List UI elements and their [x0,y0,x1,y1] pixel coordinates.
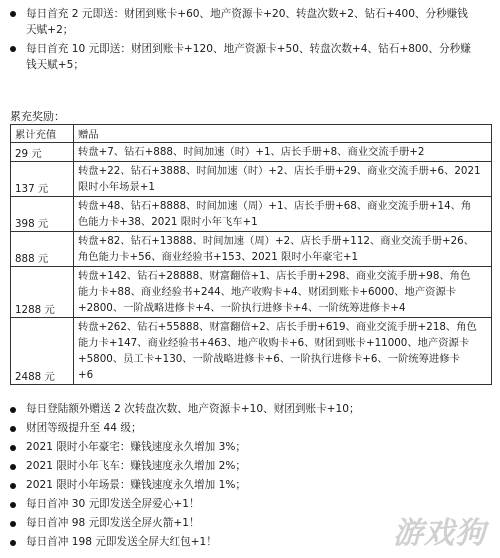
table-row [11,232,492,267]
site-watermark-logo: 游戏狗 [393,516,486,551]
bullet-dot-icon [10,426,16,432]
gifts-cell: 转盘+262、钻石+55888、财富翻倍+2、店长手册+619、商业交流手册+218、角色 能力卡+147、商业经验书+463、地产收购卡+6、财团到账卡+11000、地产资源卡 +5800、员工卡+130、一阶战略进修卡+6、一阶执行进修卡+6、一阶统筹进修卡 +6 [74,318,492,385]
gifts-cell: 转盘+7、钻石+888、时间加速（时）+1、店长手册+8、商业交流手册+2 [74,143,492,162]
bullet-dot-icon [10,407,16,413]
table-row [11,267,492,318]
gifts-cell: 转盘+142、钻石+28888、财富翻倍+1、店长手册+298、商业交流手册+98、角色 能力卡+88、商业经验书+244、地产收购卡+4、财团到账卡+6000、地产资源卡 +2800、一阶战略进修卡+4、一阶执行进修卡+4、一阶统筹进修卡+4 [74,267,492,318]
bullet-dot-icon [10,502,16,508]
amount-cell: 29 元 [11,143,74,162]
bullet-item: 每日首充 10 元即送：财团到账卡+120、地产资源卡+50、转盘次数+4、钻石+800、分秒赚 钱天赋+5； [8,41,492,73]
gifts-cell: 转盘+82、钻石+13888、时间加速（周）+2、店长手册+112、商业交流手册+26、 角色能力卡+56、商业经验书+153、2021 限时小年豪宅+1 [74,232,492,267]
bullet-dot-icon [10,11,16,17]
table-row [11,143,492,162]
header-amount: 累计充值 [11,125,74,143]
table-row [11,162,492,197]
table-header-row [11,125,492,143]
amount-cell: 888 元 [11,232,74,267]
bullet-dot-icon [10,445,16,451]
bullet-dot-icon [10,483,16,489]
bullet-item: 财团等级提升至 44 级； [8,421,492,436]
table-row [11,197,492,232]
header-gifts: 赠品 [74,125,492,143]
bullet-dot-icon [10,540,16,546]
top-bullet-list [8,6,492,76]
gifts-cell: 转盘+48、钻石+8888、时间加速（周）+1、店长手册+68、商业交流手册+14、角 色能力卡+38、2021 限时小年飞车+1 [74,197,492,232]
bullet-dot-icon [10,464,16,470]
gifts-cell: 转盘+22、钻石+3888、时间加速（时）+2、店长手册+29、商业交流手册+6、2021 限时小年场景+1 [74,162,492,197]
bullet-item: 2021 限时小年场景：赚钱速度永久增加 1%； [8,478,492,493]
bullet-dot-icon [10,521,16,527]
bullet-item: 每日登陆额外赠送 2 次转盘次数、地产资源卡+10、财团到账卡+10； [8,402,492,417]
bullet-dot-icon [10,46,16,52]
amount-cell: 2488 元 [11,318,74,385]
bullet-item: 每日首冲 198 元即发送全屏大红包+1！ [8,535,492,550]
section-title: 累充奖励： [10,110,65,123]
table-row [11,318,492,385]
bullet-item: 每日首冲 98 元即发送全屏火箭+1！ [8,516,492,531]
bullet-item: 每日首冲 30 元即发送全屏爱心+1！ [8,497,492,512]
bullet-item: 2021 限时小年豪宅：赚钱速度永久增加 3%； [8,440,492,455]
bullet-item: 2021 限时小年飞车：赚钱速度永久增加 2%； [8,459,492,474]
rewards-table [10,124,492,385]
amount-cell: 1288 元 [11,267,74,318]
amount-cell: 398 元 [11,197,74,232]
amount-cell: 137 元 [11,162,74,197]
bullet-item: 每日首充 2 元即送：财团到账卡+60、地产资源卡+20、转盘次数+2、钻石+400、分秒赚钱 天赋+2； [8,6,492,38]
